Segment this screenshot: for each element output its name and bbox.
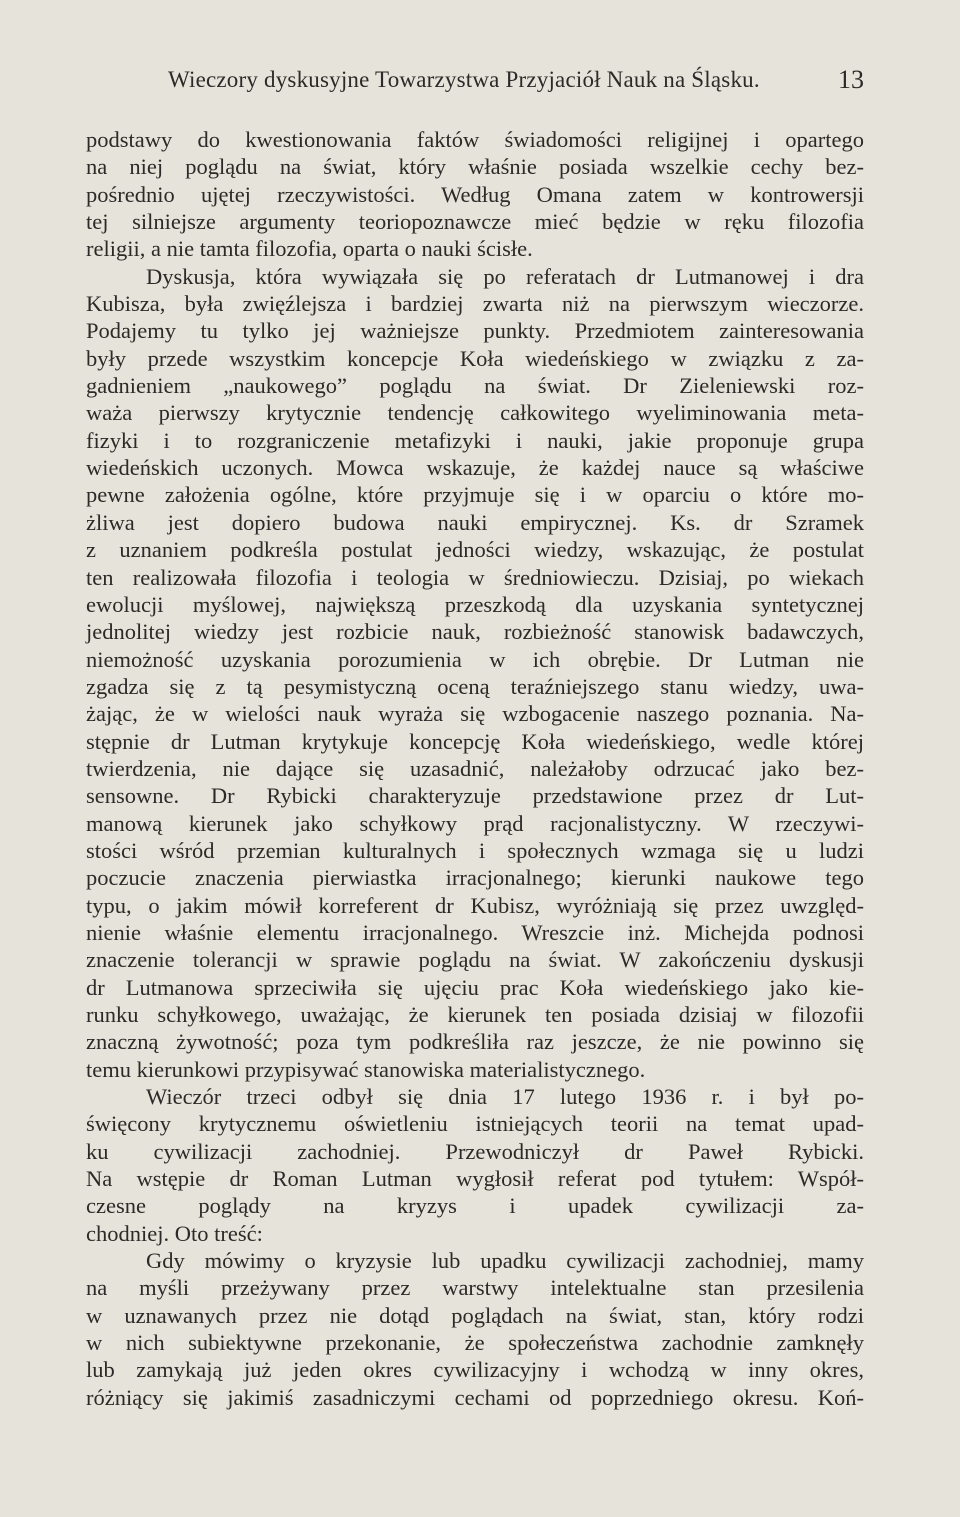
text-line: nienie właśnie elementu irracjonalnego. Wreszcie inż. Michejda podnosi (86, 919, 864, 945)
text-line: tej silniejsze argumenty teoriopoznawcze mieć będzie w ręku filozofia (86, 209, 864, 235)
text-line: temu kierunkowi przypisywać stanowiska materialistycznego. (86, 1056, 646, 1082)
text-line: niemożność uzyskania porozumienia w ich obrębie. Dr Lutman nie (86, 646, 864, 672)
text-line: Kubisza, była zwięźlejsza i bardziej zwarta niż na pierwszym wieczorze. (86, 291, 864, 317)
text-line: znaczną żywotność; poza tym podkreśliła raz jeszcze, że nie powinno się (86, 1029, 864, 1055)
text-line: różniący się jakimiś zasadniczymi cechami od poprzedniego okresu. Koń- (86, 1384, 864, 1410)
text-line: Na wstępie dr Roman Lutman wygłosił referat pod tytułem: Współ- (86, 1166, 864, 1192)
text-line: poczucie znaczenia pierwiastka irracjonalnego; kierunki naukowe tego (86, 865, 864, 891)
text-line: święcony krytycznemu oświetleniu istniejących teorii na temat upad- (86, 1111, 864, 1137)
text-line: religii, a nie tamta filozofia, oparta o nauki ścisłe. (86, 236, 533, 262)
text-line: były przede wszystkim koncepcje Koła wiedeńskiego w związku z za- (86, 345, 864, 371)
text-line: dr Lutmanowa sprzeciwiła się ujęciu prac Koła wiedeńskiego jako kie- (86, 974, 864, 1000)
text-line: Podajemy tu tylko jej ważniejsze punkty. Przedmiotem zainteresowania (86, 318, 864, 344)
text-line: chodniej. Oto treść: (86, 1220, 263, 1246)
text-line: żliwa jest dopiero budowa nauki empirycznej. Ks. dr Szramek (86, 509, 864, 535)
text-line: pośrednio ujętej rzeczywistości. Według Omana zatem w kontrowersji (86, 181, 864, 207)
text-line: wiedeńskich uczonych. Mowca wskazuje, że każdej nauce są właściwe (86, 455, 864, 481)
text-line: znaczenie tolerancji w sprawie poglądu na świat. W zakończeniu dyskusji (86, 947, 864, 973)
text-line: czesne poglądy na kryzys i upadek cywilizacji za- (86, 1193, 864, 1219)
text-line: lub zamykają już jeden okres cywilizacyjny i wchodzą w inny okres, (86, 1357, 864, 1383)
text-line: twierdzenia, nie dające się uzasadnić, należałoby odrzucać jako bez- (86, 755, 864, 781)
text-line: na niej poglądu na świat, który właśnie posiada wszelkie cechy bez- (86, 154, 864, 180)
text-line: żając, że w wielości nauk wyraża się wzbogacenie naszego poznania. Na- (86, 701, 864, 727)
text-line: Dyskusja, która wywiązała się po referatach dr Lutmanowej i dra (146, 263, 864, 289)
text-line: Gdy mówimy o kryzysie lub upadku cywilizacji zachodniej, mamy (146, 1248, 864, 1274)
running-title: Wieczory dyskusyjne Towarzystwa Przyjaciół Nauk na Śląsku. (168, 67, 760, 92)
text-line: w nich subiektywne przekonanie, że społeczeństwa zachodnie zamknęły (86, 1330, 864, 1356)
text-line: manową kierunek jako schyłkowy prąd racjonalistyczny. W rzeczywi- (86, 810, 864, 836)
text-line: jednolitej wiedzy jest rozbicie nauk, rozbieżność stanowisk badawczych, (86, 619, 864, 645)
text-line: podstawy do kwestionowania faktów świadomości religijnej i opartego (86, 127, 864, 152)
text-line: gadnieniem „naukowego” poglądu na świat. Dr Zieleniewski roz- (86, 373, 864, 399)
text-line: zgadza się z tą pesymistyczną oceną teraźniejszego stanu wiedzy, uwa- (86, 673, 864, 699)
text-line: Wieczór trzeci odbył się dnia 17 lutego 1936 r. i był po- (146, 1084, 864, 1110)
text-line: ku cywilizacji zachodniej. Przewodniczył dr Paweł Rybicki. (86, 1138, 864, 1164)
body-text (86, 126, 864, 1411)
text-line: sensowne. Dr Rybicki charakteryzuje przedstawione przez dr Lut- (86, 783, 864, 809)
text-line: fizyki i to rozgraniczenie metafizyki i nauki, jakie proponuje grupa (86, 427, 864, 453)
text-line: runku schyłkowego, uważając, że kierunek ten posiada dzisiaj w filozofii (86, 1002, 864, 1027)
text-line: stości wśród przemian kulturalnych i społecznych wzmaga się u ludzi (86, 837, 864, 863)
text-line: ten realizowała filozofia i teologia w średniowieczu. Dzisiaj, po wiekach (86, 564, 864, 590)
text-line: na myśli przeżywany przez warstwy intelektualne stan przesilenia (86, 1275, 864, 1301)
text-line: ewolucji myślowej, największą przeszkodą dla uzyskania syntetycznej (86, 591, 864, 617)
text-line: pewne założenia ogólne, które przyjmuje się i w oparciu o które mo- (86, 482, 864, 508)
page-header (86, 67, 864, 101)
page-number: 13 (838, 65, 864, 94)
text-line: waża pierwszy krytycznie tendencję całkowitego wyeliminowania meta- (86, 400, 864, 426)
text-line: w uznawanych przez nie dotąd poglądach na świat, stan, który rodzi (86, 1302, 864, 1328)
text-line: typu, o jakim mówił korreferent dr Kubisz, wyróżniają się przez uwzględ- (86, 892, 864, 918)
text-line: z uznaniem podkreśla postulat jedności wiedzy, wskazując, że postulat (86, 537, 864, 563)
text-line: stępnie dr Lutman krytykuje koncepcję Koła wiedeńskiego, wedle której (86, 728, 864, 754)
